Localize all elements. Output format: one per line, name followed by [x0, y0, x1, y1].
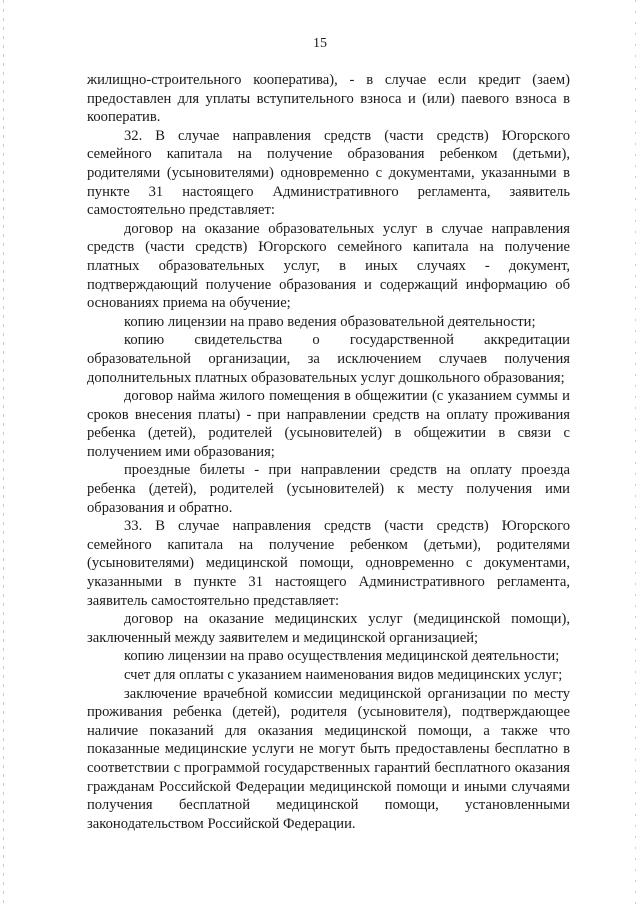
paragraph-dormitory: договор найма жилого помещения в общежитии (с указанием суммы и сроков внесения платы) - при направлении средств на оплату проживания ребенка (детей), родителей (усыновителей) в общежитии в связи с получением ими образования; [87, 388, 570, 460]
paragraph-education-license: копию лицензии на право ведения образовательной деятельности; [124, 313, 536, 330]
paragraph-medical-commission: заключение врачебной комиссии медицинской организации по месту проживания ребенка (детей), родителя (усыновителя), подтверждающее наличие показаний для оказания медицинской помощи, а также что показанные медицинские услуги не могут быть предоставлены бесплатно в соответствии с программой государственных гарантий бесплатного оказания гражданам Российской Федерации медицинской помощи и иными случаями получения бесплатной медицинской помощи, установленными законодательством Российской Федерации. [87, 685, 570, 832]
paragraph-continuation: жилищно-строительного кооператива), - в случае если кредит (заем) предоставлен для уплаты вступительного взноса и (или) паевого взноса в кооператив. [87, 72, 570, 126]
paragraph-education-contract: договор на оказание образовательных услуг в случае направления средств (части средств) Югорского семейного капитала на получение платных образовательных услуг, в иных случаях - документ, подтверждающий получение образования и содержащий информацию об основаниях приема на обучение; [87, 220, 570, 312]
paragraph-medical-license: копию лицензии на право осуществления медицинской деятельности; [124, 648, 560, 665]
paragraph-item-32: 32. В случае направления средств (части средств) Югорского семейного капитала на получение образования ребенком (детьми), родителями (усыновителями) одновременно с документами, указанными в пункте 31 настоящего Административного регламента, заявитель самостоятельно представляет: [87, 127, 570, 219]
page-number: 15 [313, 36, 327, 51]
paragraph-medical-contract: договор на оказание медицинских услуг (медицинской помощи), заключенный между заявителем и медицинской организацией; [87, 611, 570, 646]
document-body [87, 71, 570, 833]
scan-edge-left [3, 0, 4, 905]
scan-edge-right [635, 0, 636, 905]
paragraph-item-33: 33. В случае направления средств (части средств) Югорского семейного капитала на получение ребенком (детьми), родителями (усыновителями) медицинской помощи, одновременно с документами, указанными в пункте 31 настоящего Административного регламента, заявитель самостоятельно представляет: [87, 518, 570, 609]
paragraph-travel-tickets: проездные билеты - при направлении средств на оплату проезда ребенка (детей), родителей (усыновителей) к месту получения ими образования и обратно. [87, 462, 570, 516]
paragraph-accreditation: копию свидетельства о государственной аккредитации образовательной организации, за исключением случаев получения дополнительных платных образовательных услуг дошкольного образования; [87, 332, 570, 386]
paragraph-medical-invoice: счет для оплаты с указанием наименования видов медицинских услуг; [124, 667, 563, 683]
